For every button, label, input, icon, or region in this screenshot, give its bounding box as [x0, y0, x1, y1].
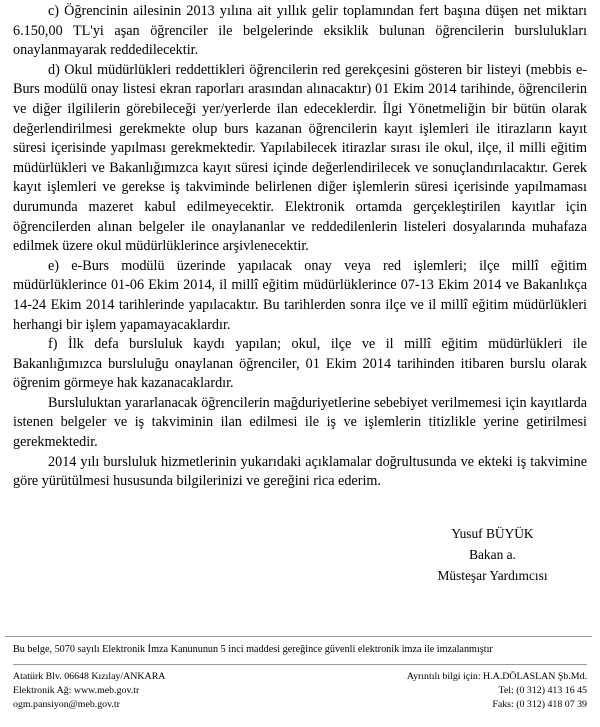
paragraph-c: c) Öğrencinin ailesinin 2013 yılına ait yıllık gelir toplamından fert başına düşen net miktarı 6.150,00 TL'yi aşan öğrenciler ile belgelerinde eksiklik bulunan öğrencilerin burslulukları onaylanmayarak reddedilecektir. — [13, 3, 587, 59]
footer-email: ogm.pansiyon@meb.gov.tr — [13, 699, 120, 711]
footer-contact-block — [407, 670, 587, 713]
document-body — [13, 2, 587, 492]
footer-fax: Faks: (0 312) 418 07 39 — [492, 699, 587, 711]
footer-website: Elektronik Ağ: www.meb.gov.tr — [13, 685, 140, 697]
paragraph-f: f) İlk defa bursluluk kaydı yapılan; okul, ilçe ve il millî eğitim müdürlükleri ile Bakanlığımızca bursluluğu onaylanan öğrenciler, 01 Ekim 2014 tarihinden itibaren burslu olarak öğrenim görmeye hak kazanacaklardır. — [13, 336, 587, 392]
footer-contact-person: Ayrıntılı bilgi için: H.A.DÖLASLAN Şb.Md. — [406, 671, 587, 682]
footer-address: Atatürk Blv. 06648 Kızılay/ANKARA — [13, 671, 166, 682]
signatory-on-behalf: Bakan a. — [469, 547, 516, 562]
signatory-name: Yusuf BÜYÜK — [451, 526, 534, 541]
paragraph-d: d) Okul müdürlükleri reddettikleri öğrencilerin red gerekçesini gösteren bir listeyi (mebbis e-Burs modülü onay listesi ekran raporları arasından alınacaktır) 01 Ekim 2014 tarihinde, öğrencilerin ve diğer ilgililerin görebileceği yer/yerlerde ilan edeceklerdir. İlgi Yönetmeliğin bir bütün olarak değerlendirilmesi gerekmekte olup burs kazanan öğrencilerin kayıt işlemleri ile itirazların kayıt süresi içerisinde yapılması gerekmektedir. Yapılabilecek itirazlar sırası ile okul, ilçe, il milli eğitim müdürlükleri ve Bakanlığımızca kayıt süresi içinde değerlendirilecek ve sonuçlandırılacaktır. Gerek kayıt işlemleri ve gerekse iş takviminde belirlenen diğer işlemlerin süresi içerisinde yapılmaması durumunda mazeret kabul edilmeyecektir. Elektronik ortamda gerçekleştirilen kayıtlar için öğrencilerden alınan belgeler ile onaylananlar ve reddedilenlerin listeleri dosyalarında muhafaza edilmek üzere okul müdürlüklerince arşivlenecektir. — [13, 61, 587, 255]
electronic-signature-notice: Bu belge, 5070 sayılı Elektronik İmza Kanununun 5 inci maddesi gereğince güvenli elektronik imza ile imzalanmıştır — [13, 644, 493, 655]
footer-divider-bottom — [13, 664, 587, 665]
footer-phone: Tel: (0 312) 413 16 45 — [498, 685, 587, 697]
footer-address-block — [13, 670, 165, 713]
footer-divider-top — [5, 636, 592, 637]
paragraph-closing-note: Bursluluktan yararlanacak öğrencilerin mağduriyetlerine sebebiyet verilmemesi için kayıtlarda istenen belgeler ve iş takviminin ilan edilmesi ile iş ve işlemlerin titizlikle yerine getirilmesi gerekmektedir. — [13, 394, 587, 451]
signature-block — [400, 523, 585, 586]
document-footer — [13, 670, 587, 713]
paragraph-request: 2014 yılı bursluluk hizmetlerinin yukarıdaki açıklamalar doğrultusunda ve ekteki iş takvimine göre yürütülmesi hususunda bilgilerinizi ve gereğini rica ederim. — [13, 453, 587, 490]
signatory-title: Müsteşar Yardımcısı — [437, 568, 548, 583]
paragraph-e: e) e-Burs modülü üzerinde yapılacak onay veya red işlemleri; ilçe millî eğitim müdürlüklerince 01-06 Ekim 2014, il millî eğitim müdürlüklerince 07-13 Ekim 2014 ve Bakanlıkça 14-24 Ekim 2014 tarihlerinde yapılacaktır. Bu tarihlerden sonra ilçe ve il millî eğitim müdürlükleri herhangi bir işlem yapamayacaklardır. — [13, 257, 587, 333]
